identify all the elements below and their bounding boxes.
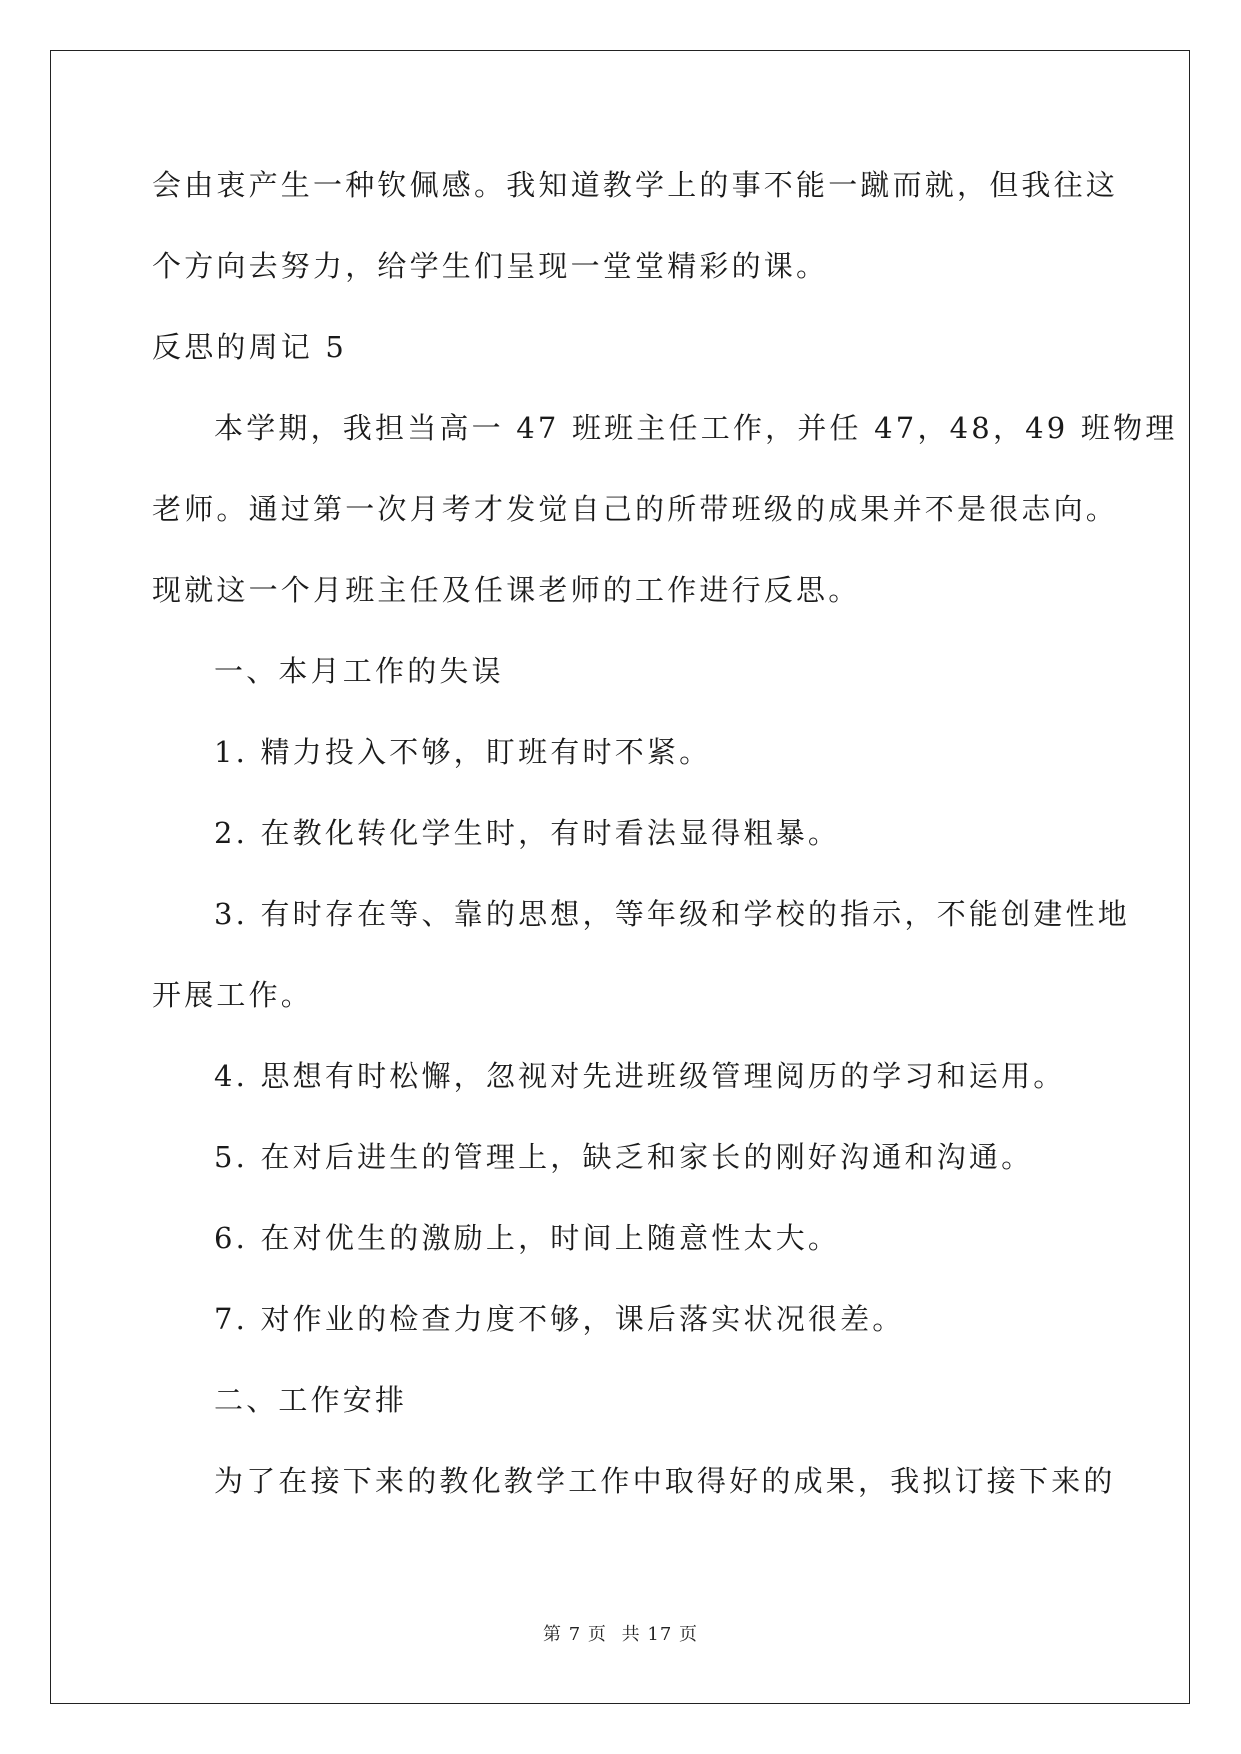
- list-item: 3. 有时存在等、靠的思想，等年级和学校的指示，不能创建性地: [214, 897, 1130, 931]
- list-item: 2. 在教化转化学生时，有时看法显得粗暴。: [214, 816, 841, 850]
- list-item: 4. 思想有时松懈，忽视对先进班级管理阅历的学习和运用。: [214, 1059, 1066, 1093]
- text-line: 现就这一个月班主任及任课老师的工作进行反思。: [152, 573, 861, 607]
- text-line: 开展工作。: [152, 978, 314, 1012]
- list-item: 5. 在对后进生的管理上，缺乏和家长的刚好沟通和沟通。: [214, 1140, 1034, 1174]
- text-line: 会由衷产生一种钦佩感。我知道教学上的事不能一蹴而就，但我往这: [152, 168, 1119, 202]
- subheading-mistakes: 一、本月工作的失误: [214, 654, 504, 688]
- page-number: 第 7 页: [543, 1624, 607, 1645]
- document-body: [152, 168, 1178, 1545]
- text-line: 个方向去努力，给学生们呈现一堂堂精彩的课。: [152, 249, 829, 283]
- list-item: 6. 在对优生的激励上，时间上随意性太大。: [214, 1221, 841, 1255]
- list-item: 7. 对作业的检查力度不够，课后落实状况很差。: [214, 1302, 905, 1336]
- section-heading: 反思的周记 5: [152, 330, 348, 364]
- text-line: 老师。通过第一次月考才发觉自己的所带班级的成果并不是很志向。: [152, 492, 1119, 526]
- page-total: 共 17 页: [621, 1624, 698, 1645]
- subheading-plan: 二、工作安排: [214, 1383, 408, 1417]
- paragraph-start: 为了在接下来的教化教学工作中取得好的成果，我拟订接下来的: [214, 1464, 1116, 1498]
- page-footer: [0, 1620, 1241, 1646]
- paragraph-start: 本学期，我担当高一 47 班班主任工作，并任 47，48，49 班物理: [214, 411, 1178, 445]
- list-item: 1. 精力投入不够，盯班有时不紧。: [214, 735, 712, 769]
